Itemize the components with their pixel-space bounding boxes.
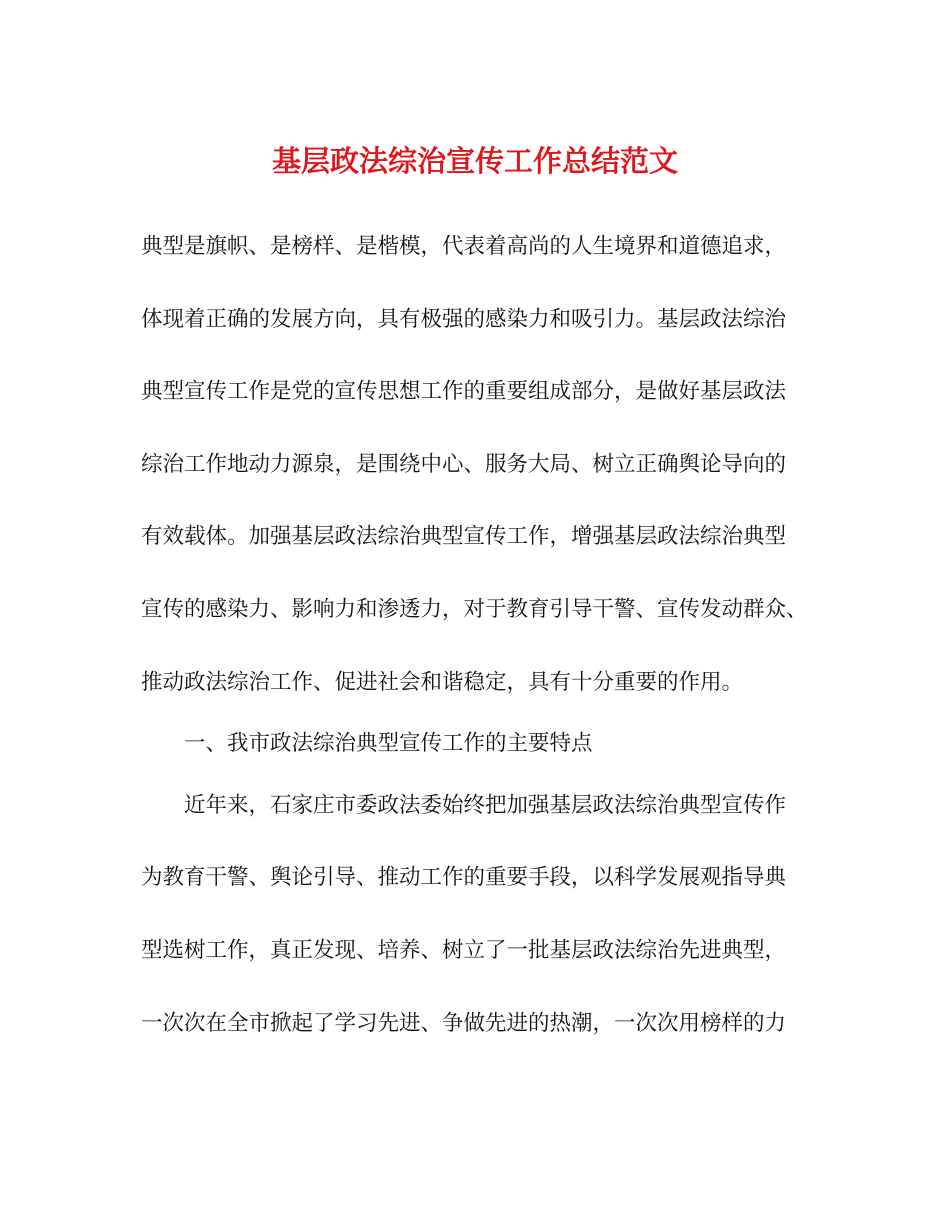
paragraph-line: 近年来，石家庄市委政法委始终把加强基层政法综治典型宣传作 — [184, 793, 787, 818]
paragraph-line: 有效载体。加强基层政法综治典型宣传工作，增强基层政法综治典型 — [141, 524, 787, 549]
paragraph-line: 一次次在全市掀起了学习先进、争做先进的热潮，一次次用榜样的力 — [141, 1011, 787, 1036]
paragraph-line: 综治工作地动力源泉，是围绕中心、服务大局、树立正确舆论导向的 — [141, 452, 787, 477]
paragraph-line: 典型是旗帜、是榜样、是楷模，代表着高尚的人生境界和道德追求， — [141, 234, 787, 259]
paragraph-line: 宣传的感染力、影响力和渗透力，对于教育引导干警、宣传发动群众、 — [141, 597, 808, 622]
section-heading: 一、我市政法综治典型宣传工作的主要特点 — [184, 731, 593, 756]
paragraph-line: 体现着正确的发展方向，具有极强的感染力和吸引力。基层政法综治 — [141, 307, 787, 332]
paragraph-line: 型选树工作，真正发现、培养、树立了一批基层政法综治先进典型， — [141, 938, 787, 963]
paragraph-line: 推动政法综治工作、促进社会和谐稳定，具有十分重要的作用。 — [141, 670, 744, 695]
document-title: 基层政法综治宣传工作总结范文 — [271, 144, 678, 178]
paragraph-line: 为教育干警、舆论引导、推动工作的重要手段，以科学发展观指导典 — [141, 865, 787, 890]
paragraph-line: 典型宣传工作是党的宣传思想工作的重要组成部分，是做好基层政法 — [141, 379, 787, 404]
